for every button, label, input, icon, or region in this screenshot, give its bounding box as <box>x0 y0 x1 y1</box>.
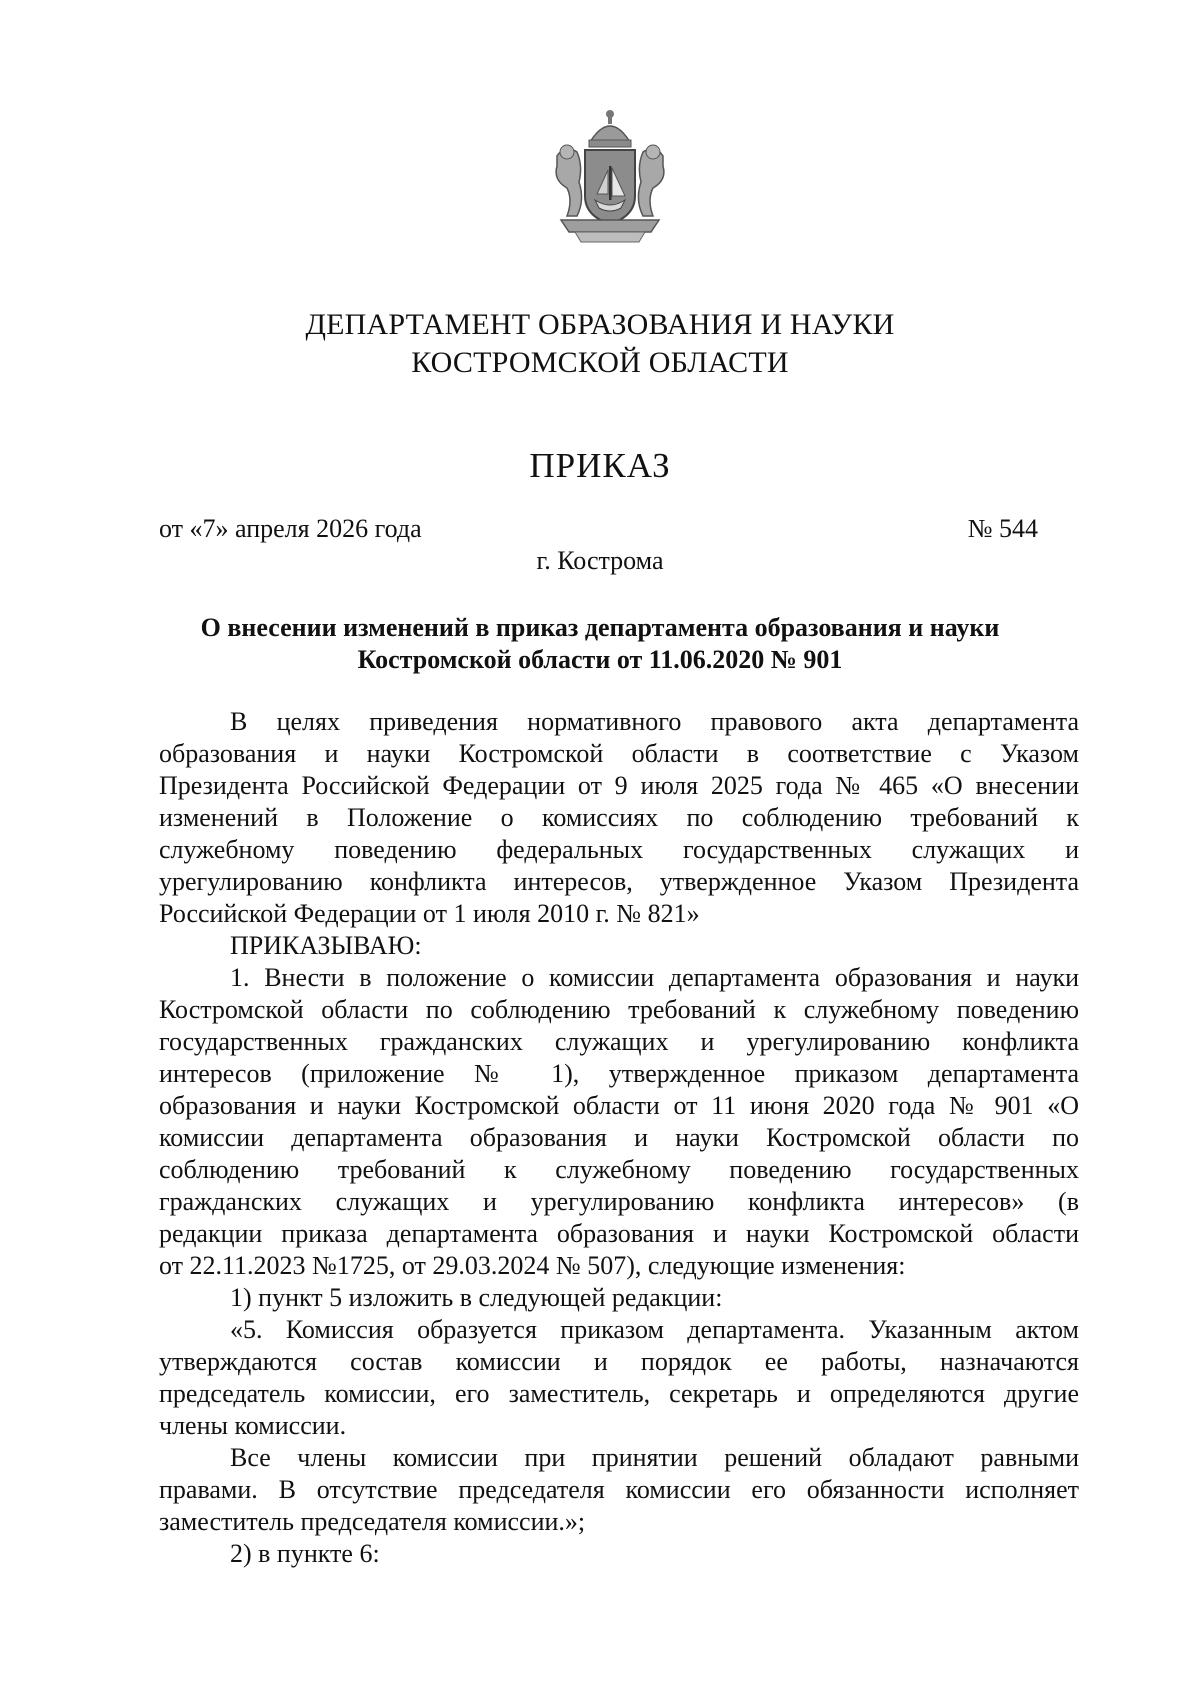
body-line: 1) пункт 5 изложить в следующей редакции: <box>230 1283 723 1312</box>
body-line: Президента Российской Федерации от 9 июля 2025 года № 465 «О внесении <box>159 771 1079 800</box>
body-line: комиссии департамента образования и науки Костромской области по <box>159 1123 1079 1152</box>
body-line: от 22.11.2023 №1725, от 29.03.2024 № 507), следующие изменения: <box>159 1251 906 1280</box>
body-line: председатель комиссии, его заместитель, секретарь и определяются другие <box>159 1379 1079 1408</box>
body-line: «5. Комиссия образуется приказом департамента. Указанным актом <box>230 1315 1079 1344</box>
agency-name-line-1: ДЕПАРТАМЕНТ ОБРАЗОВАНИЯ И НАУКИ <box>305 308 895 341</box>
body-line: заместитель председателя комиссии.»; <box>159 1507 586 1536</box>
body-line: изменений в Положение о комиссиях по соблюдению требований к <box>159 803 1079 832</box>
order-city: г. Кострома <box>536 546 664 575</box>
body-line: 2) в пункте 6: <box>230 1539 380 1568</box>
body-line: утверждаются состав комиссии и порядок ее работы, назначаются <box>159 1347 1079 1376</box>
body-line: образования и науки Костромской области в соответствие с Указом <box>159 739 1079 768</box>
body-line: члены комиссии. <box>159 1411 347 1440</box>
order-body <box>159 706 1079 1570</box>
body-line: Все члены комиссии при принятии решений обладают равными <box>230 1443 1079 1472</box>
body-line: редакции приказа департамента образования и науки Костромской области <box>159 1219 1079 1248</box>
order-subject <box>0 612 1200 676</box>
order-date: от «7» апреля 2026 года <box>159 514 422 543</box>
body-line: государственных гражданских служащих и урегулированию конфликта <box>159 1027 1079 1056</box>
body-line: В целях приведения нормативного правового акта департамента <box>230 707 1079 736</box>
body-line: соблюдению требований к служебному поведению государственных <box>159 1155 1079 1184</box>
body-line: интересов (приложение № 1), утвержденное приказом департамента <box>159 1059 1079 1088</box>
document-type-title: ПРИКАЗ <box>529 446 671 485</box>
order-word: ПРИКАЗЫВАЮ: <box>230 931 422 960</box>
body-line: служебному поведению федеральных государственных служащих и <box>159 835 1079 864</box>
coat-of-arms-emblem <box>545 108 675 248</box>
body-line: Костромской области по соблюдению требований к служебному поведению <box>159 995 1079 1024</box>
agency-name <box>0 306 1200 382</box>
order-number: № 544 <box>967 514 1038 543</box>
agency-name-line-2: КОСТРОМСКОЙ ОБЛАСТИ <box>411 346 789 379</box>
order-subject-line-2: Костромской области от 11.06.2020 № 901 <box>357 645 843 674</box>
body-line: Российской Федерации от 1 июля 2010 г. № 821» <box>159 899 700 928</box>
body-line: образования и науки Костромской области от 11 июня 2020 года № 901 «О <box>159 1091 1079 1120</box>
body-line: гражданских служащих и урегулированию конфликта интересов» (в <box>159 1187 1079 1216</box>
body-line: правами. В отсутствие председателя комиссии его обязанности исполняет <box>159 1475 1079 1504</box>
body-line: 1. Внести в положение о комиссии департамента образования и науки <box>230 963 1079 992</box>
body-line: урегулированию конфликта интересов, утвержденное Указом Президента <box>159 867 1079 896</box>
order-subject-line-1: О внесении изменений в приказ департамента образования и науки <box>200 613 1000 642</box>
